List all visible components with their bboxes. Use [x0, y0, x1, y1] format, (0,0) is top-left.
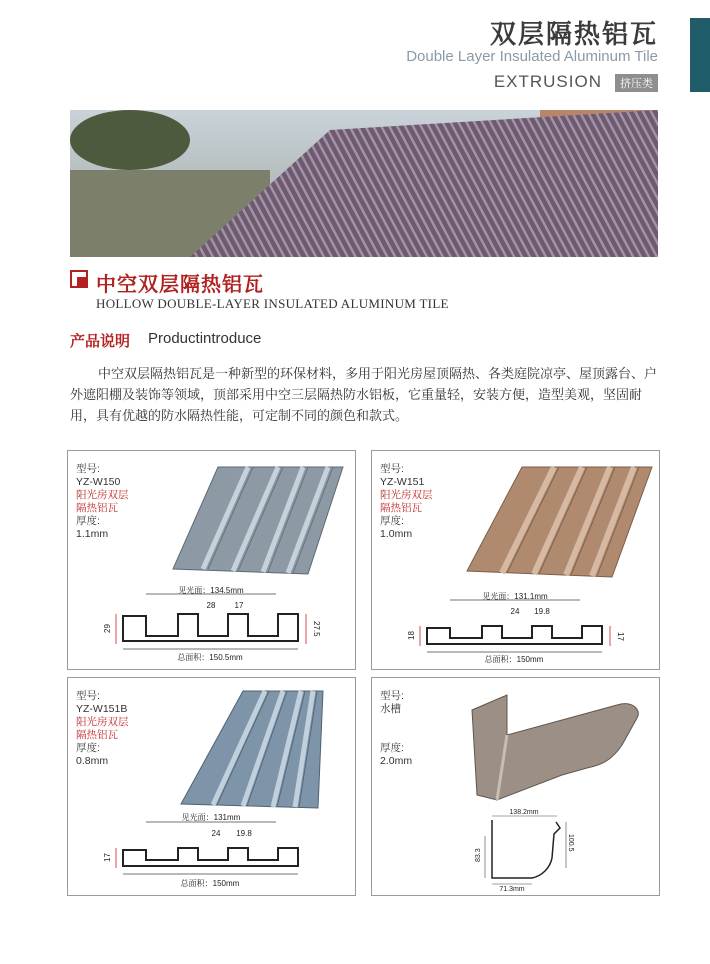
category-badge: 挤压类 [615, 74, 658, 92]
product-card-w151b [67, 677, 356, 896]
right-height-label: 27.5 [312, 621, 321, 637]
product-name: 阳光房双层 [380, 489, 433, 501]
bottom-width-label: 71.3mm [499, 886, 525, 893]
page-subtitle: Double Layer Insulated Aluminum Tile [406, 48, 658, 65]
total-width-label: 总面积：150mm [180, 879, 240, 888]
total-width-label: 总面积：150mm [484, 655, 544, 664]
side-accent-bar [690, 18, 710, 92]
profile-drawing [98, 586, 348, 666]
model-value: YZ-W150 [76, 476, 121, 488]
thickness-label: 厚度: [76, 515, 100, 527]
left-height-label: 17 [103, 853, 112, 862]
right-height-label: 17 [616, 632, 625, 641]
left-height-label: 29 [103, 624, 112, 633]
right-height-label: 100.5 [567, 834, 574, 852]
product-name: 隔热铝瓦 [76, 502, 118, 514]
product-card-gutter [371, 677, 660, 896]
left-height-label: 18 [407, 631, 416, 640]
category-label: EXTRUSION [493, 72, 602, 91]
product-spec [380, 690, 412, 768]
product-name: 阳光房双层 [76, 716, 129, 728]
model-label: 型号: [380, 690, 404, 702]
top-width-label: 138.2mm [509, 809, 539, 816]
thickness-label: 厚度: [76, 742, 100, 754]
gutter-image [462, 690, 652, 805]
thickness-value: 0.8mm [76, 755, 109, 767]
product-name: 阳光房双层 [76, 489, 129, 501]
total-width-label: 总面积：150.5mm [177, 653, 243, 662]
product-spec [380, 463, 433, 541]
tile-image [173, 686, 353, 811]
intro-label: 产品说明 [70, 332, 131, 350]
light-face-label: 见光面：131mm [181, 813, 241, 822]
section-title: 中空双层隔热铝瓦 [96, 272, 264, 296]
dim-b-label: 19.8 [236, 829, 252, 838]
thickness-label: 厚度: [380, 742, 404, 754]
section-marker-icon [70, 270, 88, 288]
dim-a-label: 24 [510, 607, 520, 616]
model-value: YZ-W151 [380, 476, 425, 488]
tile-image [462, 459, 657, 581]
thickness-value: 1.1mm [76, 528, 109, 540]
model-label: 型号: [76, 690, 100, 702]
light-face-label: 见光面：134.5mm [178, 586, 244, 595]
dim-a-label: 28 [206, 601, 216, 610]
thickness-value: 1.0mm [380, 528, 413, 540]
tile-image [163, 459, 353, 581]
dim-b-label: 17 [234, 601, 244, 610]
profile-drawing [402, 586, 652, 666]
thickness-label: 厚度: [380, 515, 404, 527]
section-subtitle: HOLLOW DOUBLE-LAYER INSULATED ALUMINUM TILE [96, 296, 449, 311]
product-card-w151 [371, 450, 660, 670]
product-spec [76, 463, 129, 541]
left-height-label: 83.3 [475, 848, 482, 862]
dim-b-label: 19.8 [534, 607, 550, 616]
page-title: 双层隔热铝瓦 [489, 20, 658, 50]
model-value: 水槽 [380, 703, 401, 715]
product-card-w150 [67, 450, 356, 670]
thickness-value: 2.0mm [380, 755, 413, 767]
model-label: 型号: [380, 463, 404, 475]
model-label: 型号: [76, 463, 100, 475]
model-value: YZ-W151B [76, 703, 128, 715]
gutter-profile-drawing [472, 806, 572, 892]
product-name: 隔热铝瓦 [380, 502, 422, 514]
intro-paragraph: 中空双层隔热铝瓦是一种新型的环保材料，多用于阳光房屋顶隔热、各类庭院凉亭、屋顶露台、户外遮阳棚及装饰等领域，顶部采用中空三层隔热防水铝板，它重量轻，安装方便，造型美观，坚固耐用，具有优越的防水隔热性能，可定制不同的颜色和款式。 [70, 367, 658, 424]
dim-a-label: 24 [211, 829, 221, 838]
profile-drawing [98, 810, 348, 892]
roof-photo [70, 110, 658, 257]
intro-label-en: Productintroduce [148, 330, 262, 347]
product-name: 隔热铝瓦 [76, 729, 118, 741]
product-spec [76, 690, 129, 768]
light-face-label: 见光面：131.1mm [482, 592, 548, 601]
